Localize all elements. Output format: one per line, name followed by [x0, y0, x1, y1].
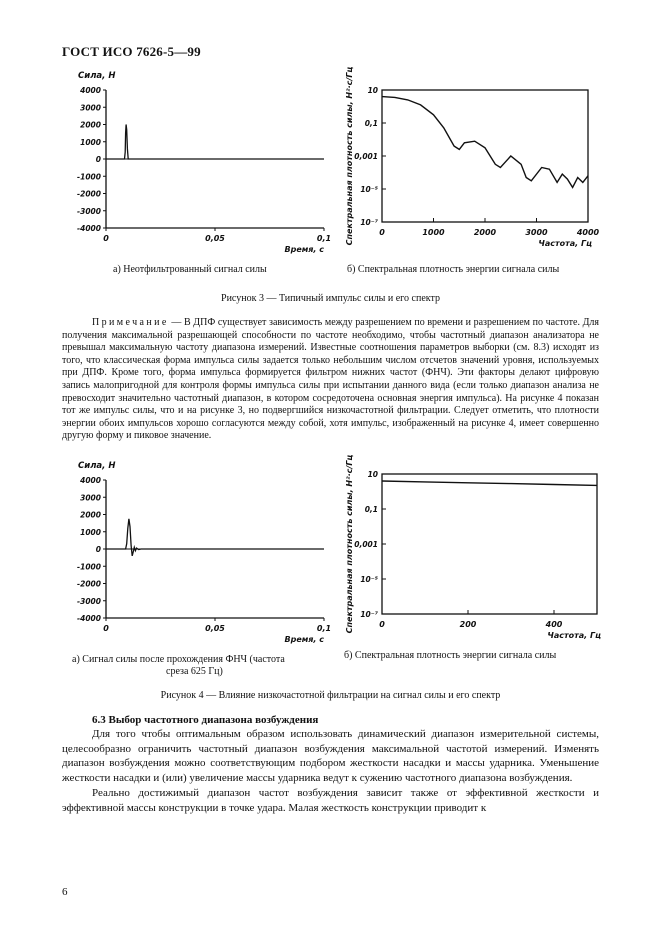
x-tick-label: 0,05 — [205, 234, 225, 243]
y-tick-label: -2000 — [77, 579, 101, 589]
figure4a-force-chart — [58, 458, 338, 646]
plot-frame — [382, 90, 588, 222]
y-tick-label: -3000 — [77, 206, 101, 216]
page-number: 6 — [62, 886, 68, 898]
y-tick-label: 10⁻⁵ — [360, 185, 378, 194]
y-tick-label: 0 — [95, 155, 101, 164]
section-body — [62, 727, 599, 815]
x-tick-label: 4000 — [576, 228, 600, 237]
section-paragraph-2: Реально достижимый диапазон частот возбуждения зависит также от эффективной жесткости и эффективной массы конструкции в точке удара. Малая жесткость конструкции приводит к — [62, 786, 599, 814]
section-paragraph-1: Для того чтобы оптимальным образом использовать динамический диапазон измерительной системы, целесообразно ограничить частотный диапазон возбуждения максимальной частотой измерений. Изменять диапазон возбуждения можно соответствующим подбором жесткости насадки и массы ударника. Уменьшение жесткости насадки и (или) увеличение массы ударника ведут к сужению частотного диапазона возбуждения. — [62, 728, 599, 785]
figure3b-spectrum-chart — [338, 68, 598, 260]
figure4a-caption-line1: а) Сигнал силы после прохождения ФНЧ (частота — [72, 654, 285, 665]
y-tick-label: -1000 — [77, 562, 101, 572]
figure3a-force-chart — [58, 68, 338, 260]
y-tick-label: 2000 — [80, 510, 101, 520]
x-axis-label: Время, с — [284, 635, 324, 644]
figure4-caption: Рисунок 4 — Влияние низкочастотной фильтрации на сигнал силы и его спектр — [160, 690, 501, 701]
figure3-caption: Рисунок 3 — Типичный импульс силы и его спектр — [221, 293, 440, 304]
note-label: Примечание — [92, 317, 169, 328]
y-tick-label: 0,1 — [364, 505, 378, 514]
y-tick-label: 10⁻⁷ — [360, 218, 378, 227]
x-tick-label: 3000 — [525, 228, 548, 237]
x-tick-label: 0,1 — [316, 234, 332, 243]
section-title: 6.3 Выбор частотного диапазона возбуждения — [92, 714, 319, 726]
y-tick-label: 2000 — [80, 120, 101, 130]
x-axis-label: Частота, Гц — [538, 239, 592, 248]
figure4a-caption-line2: среза 625 Гц) — [166, 666, 223, 677]
y-tick-label: -4000 — [77, 614, 101, 623]
x-tick-label: 400 — [545, 620, 563, 629]
series-line — [106, 519, 324, 556]
y-tick-label: -1000 — [77, 172, 101, 182]
y-tick-label: 10 — [367, 86, 378, 95]
y-tick-label: 4000 — [80, 476, 101, 485]
y-tick-label: 10 — [367, 470, 378, 479]
x-tick-label: 0 — [103, 624, 109, 633]
y-tick-label: -4000 — [77, 224, 101, 233]
y-tick-label: 1000 — [80, 527, 101, 537]
x-axis-label: Время, с — [284, 245, 324, 254]
y-tick-label: -3000 — [77, 596, 101, 606]
figure4b-spectrum-chart — [338, 454, 603, 646]
y-tick-label: 3000 — [80, 493, 101, 503]
y-axis-label: Спектральная плотность силы, Н²·с/Гц — [345, 66, 354, 246]
document-header: ГОСТ ИСО 7626-5—99 — [62, 44, 201, 59]
y-tick-label: 0 — [95, 545, 101, 554]
y-tick-label: 4000 — [80, 86, 101, 95]
series-line — [106, 125, 324, 160]
y-tick-label: 10⁻⁷ — [360, 610, 378, 619]
x-tick-label: 2000 — [473, 228, 497, 237]
series-line — [382, 97, 588, 188]
note-paragraph — [62, 317, 599, 443]
x-tick-label: 0,05 — [205, 624, 225, 633]
y-tick-label: 1000 — [80, 137, 101, 147]
figure3a-caption: а) Неотфильтрованный сигнал силы — [113, 264, 267, 275]
note-text: — В ДПФ существует зависимость между разрешением по времени и разрешением по частоте. Для получения максимальной разрешающей способности по частоте необходимо, чтобы частотный диапазон анализатора не превышал максимальную частоту диапазона измерений. Известные соотношения параметров выборки (см. 8.3) исходят из того, что классическая форма импульса силы задается только небольшим числом отсчетов значений уровня, используемых при ДПФ. Кроме того, форма импульса формируется фильтром нижних частот (ФНЧ). Эти факторы делают цифровую запись малопригодной для контроля формы импульса силы при испытании данного вида (если только диапазон анализа не превосходит значительно частотный диапазон, в котором сосредоточена основная энергия импульса). На рисунке 4 показан тот же импульс силы, что и на рисунке 3, но подвергшийся низкочастотной фильтрации. Следует отметить, что плотности энергии обоих импульсов хорошо согласуются между собой, хотя импульс, изображенный на рисунке 4, имеет совершенно другую форму и пиковое значение. — [62, 317, 599, 442]
y-tick-label: 10⁻⁵ — [360, 575, 378, 584]
x-tick-label: 0 — [103, 234, 109, 243]
figure3b-caption: б) Спектральная плотность энергии сигнала силы — [347, 264, 560, 275]
y-tick-label: 0,001 — [354, 152, 378, 161]
y-tick-label: -2000 — [77, 189, 101, 199]
y-axis-label: Сила, Н — [78, 71, 116, 81]
x-tick-label: 0 — [379, 228, 385, 237]
y-tick-label: 3000 — [80, 103, 101, 113]
x-tick-label: 1000 — [422, 228, 445, 237]
y-axis-label: Спектральная плотность силы, Н²·с/Гц — [345, 454, 354, 634]
x-axis-label: Частота, Гц — [547, 631, 601, 640]
series-line — [382, 481, 597, 485]
plot-frame — [382, 474, 597, 614]
x-tick-label: 0,1 — [316, 624, 332, 633]
x-tick-label: 0 — [379, 620, 385, 629]
figure4b-caption: б) Спектральная плотность энергии сигнала силы — [344, 650, 557, 661]
x-tick-label: 200 — [459, 620, 477, 629]
y-tick-label: 0,001 — [354, 540, 378, 549]
y-tick-label: 0,1 — [364, 119, 378, 128]
y-axis-label: Сила, Н — [78, 461, 116, 471]
